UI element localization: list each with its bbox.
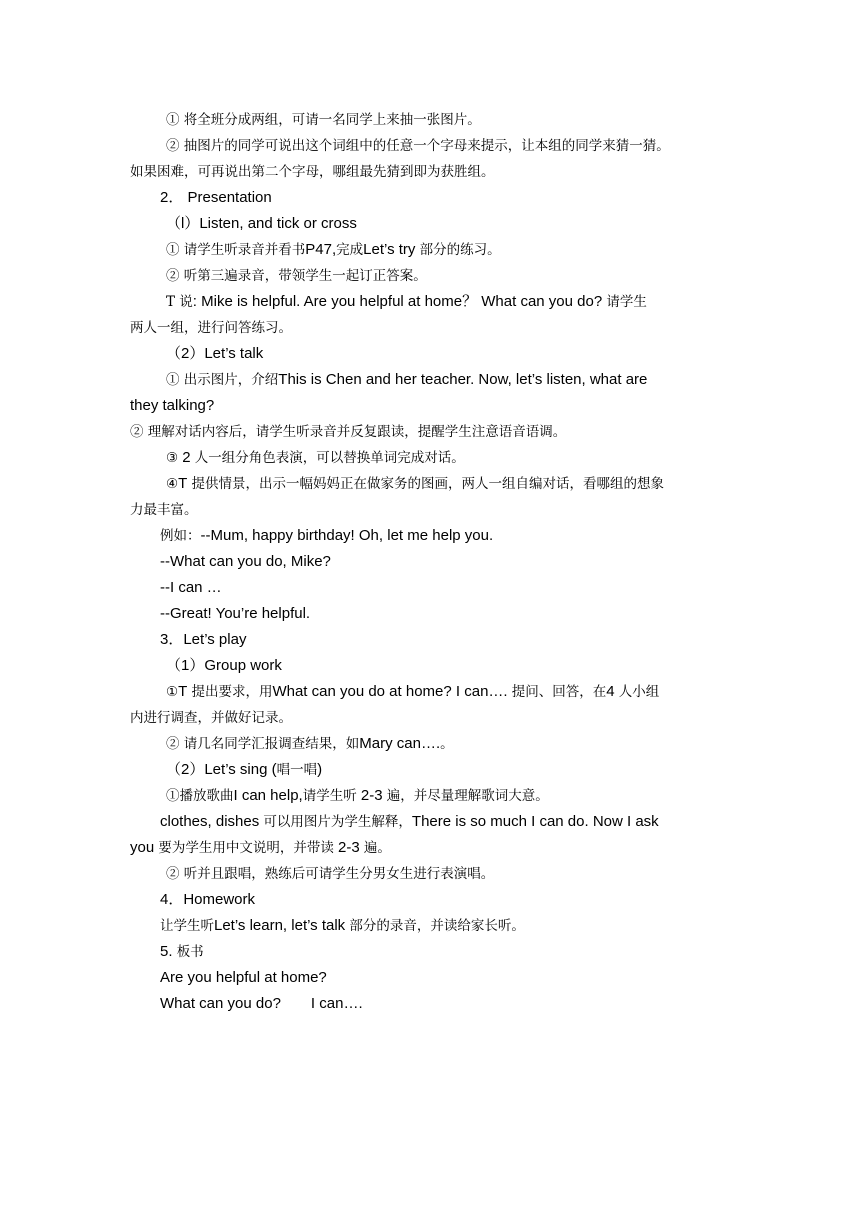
text-run: ① 将全班分成两组，可请一名同学上来抽一张图片。 [166, 112, 481, 128]
text-run: 3．Let’s play [160, 631, 247, 648]
song-explanation-continued [0, 838, 860, 858]
song-explanation-line [0, 812, 860, 832]
text-run: 提出要求，用 [191, 684, 273, 700]
text-run: you [130, 839, 155, 856]
text-run: ① 出示图片，介绍 [166, 372, 279, 388]
group-work-instruction [166, 682, 730, 702]
text-run: : Mike is helpful. Are you helpful at home？ What can you do? [192, 293, 603, 310]
text-run: Let’s try [363, 241, 416, 258]
instruction-role-play [0, 448, 860, 468]
dialogue-line [0, 578, 860, 598]
text-run: 可以用图片为学生解释， [263, 814, 412, 830]
text-run: Are you helpful at home? [160, 969, 327, 986]
text-run: ④ [166, 476, 179, 492]
text-run: --I can … [160, 579, 222, 596]
text-run: 例如： [160, 528, 201, 544]
text-run: --Great! You’re helpful. [160, 605, 311, 622]
instruction-listen-book [0, 240, 860, 260]
blackboard-line [0, 968, 860, 988]
text-run: ② 请几名同学汇报调查结果，如 [166, 736, 360, 752]
dialogue-line [0, 604, 860, 624]
text-run: What can you do at home? I can…. [272, 683, 508, 700]
text-run: 5. [160, 943, 173, 960]
text-run: 请学生听 [302, 788, 357, 804]
text-run: 部分的录音，并读给家长听。 [349, 918, 525, 934]
show-picture-line [166, 370, 732, 390]
text-run: 提供情景，出示一幅妈妈正在做家务的图画，两人一组自编对话，看哪组的想象 [191, 476, 664, 492]
text-run: ① 请学生听录音并看书 [166, 242, 306, 258]
text-run: 4．Homework [160, 891, 256, 908]
text-run: 两人一组，进行问答练习。 [130, 320, 292, 336]
text-run: ② 抽图片的同学可说出这个词组中的任意一个字母来提示，让本组的同学来猜一猜。 [166, 138, 670, 154]
text-run: 部分的练习。 [419, 242, 501, 258]
text-run: 2 [182, 449, 191, 466]
step-1-text [0, 110, 860, 130]
text-run: 如果困难，可再说出第二个字母，哪组最先猜到即为获胜组。 [130, 164, 495, 180]
text-run: they talking? [130, 397, 215, 414]
text-run: 请学生 [606, 294, 647, 310]
text-run: 提问、回答，在 [511, 684, 607, 700]
instruction-third-listen [0, 266, 860, 286]
report-results-line [0, 734, 860, 754]
text-run: Let’s learn, let’s talk [214, 917, 346, 934]
text-run: There is so much I can do. Now I ask [411, 813, 659, 830]
text-run: clothes, dishes [160, 813, 260, 830]
text-run: This is Chen and her teacher. Now, let’s listen, what are [278, 371, 648, 388]
homework-instruction [0, 916, 860, 936]
instruction-scenario-continued [0, 500, 860, 520]
teacher-question-continued [0, 318, 860, 338]
blackboard-line [0, 994, 860, 1014]
text-run: 2-3 [338, 839, 360, 856]
subheading-lets-talk [0, 344, 860, 364]
text-run: （l）Listen, and tick or cross [166, 215, 357, 232]
section-heading-presentation [0, 188, 860, 208]
text-run: ①播放歌曲 [166, 788, 234, 804]
text-run: T [178, 475, 188, 492]
text-run: ② 听第三遍录音，带领学生一起订正答案。 [166, 268, 427, 284]
text-run: 板书 [176, 944, 204, 960]
text-run: （2）Let’s sing ( [166, 761, 277, 778]
text-run: T [178, 683, 188, 700]
text-run: ) [317, 761, 323, 778]
text-run: 遍，并尽量理解歌词大意。 [386, 788, 549, 804]
text-run: ① [166, 684, 179, 700]
text-run: 2． Presentation [160, 189, 272, 206]
play-song-line [0, 786, 860, 806]
text-run: ③ [166, 450, 179, 466]
subheading-listen-tick-cross [0, 214, 860, 234]
step-2-text [166, 136, 730, 156]
group-work-continued [0, 708, 860, 728]
text-run: Mary can…. [359, 735, 441, 752]
subheading-lets-sing [0, 760, 860, 780]
instruction-scenario [0, 474, 860, 494]
text-run: 要为学生用中文说明，并带读 [158, 840, 334, 856]
teacher-question-line [166, 292, 730, 312]
text-run: T 说 [166, 294, 193, 310]
text-run: --Mum, happy birthday! Oh, let me help you. [200, 527, 494, 544]
text-run: 让学生听 [160, 918, 214, 934]
text-run: --What can you do, Mike? [160, 553, 331, 570]
text-run: I can help, [233, 787, 303, 804]
text-run: （2）Let’s talk [166, 345, 264, 362]
text-run: 2-3 [360, 787, 383, 804]
text-run: 内进行调查，并做好记录。 [130, 710, 292, 726]
text-run: 人一组分角色表演，可以替换单词完成对话。 [194, 450, 465, 466]
text-run: 人小组 [618, 684, 660, 700]
dialogue-line [0, 552, 860, 572]
text-run: 力最丰富。 [130, 502, 198, 518]
text-run: ② 听并且跟唱，熟练后可请学生分男女生进行表演唱。 [166, 866, 495, 882]
show-picture-continued [0, 396, 860, 416]
text-run: 完成 [336, 242, 364, 258]
text-run: 唱一唱 [276, 762, 318, 778]
text-run: What can you do? [160, 995, 281, 1012]
subheading-group-work [0, 656, 860, 676]
text-run: 遍。 [363, 840, 391, 856]
text-run: （1）Group work [166, 657, 282, 674]
sing-along-line [0, 864, 860, 884]
section-heading-homework [0, 890, 860, 910]
section-heading-lets-play [0, 630, 860, 650]
text-run: 4 [606, 683, 615, 700]
section-heading-blackboard [0, 942, 860, 962]
step-2-continued [0, 162, 860, 182]
text-run: I can…. [310, 995, 363, 1012]
instruction-repeat-reading [0, 422, 860, 442]
text-run: 。 [440, 736, 454, 752]
text-run: ② 理解对话内容后，请学生听录音并反复跟读，提醒学生注意语音语调。 [130, 424, 567, 440]
text-run: P47, [305, 241, 337, 258]
dialogue-example-line [0, 526, 860, 546]
